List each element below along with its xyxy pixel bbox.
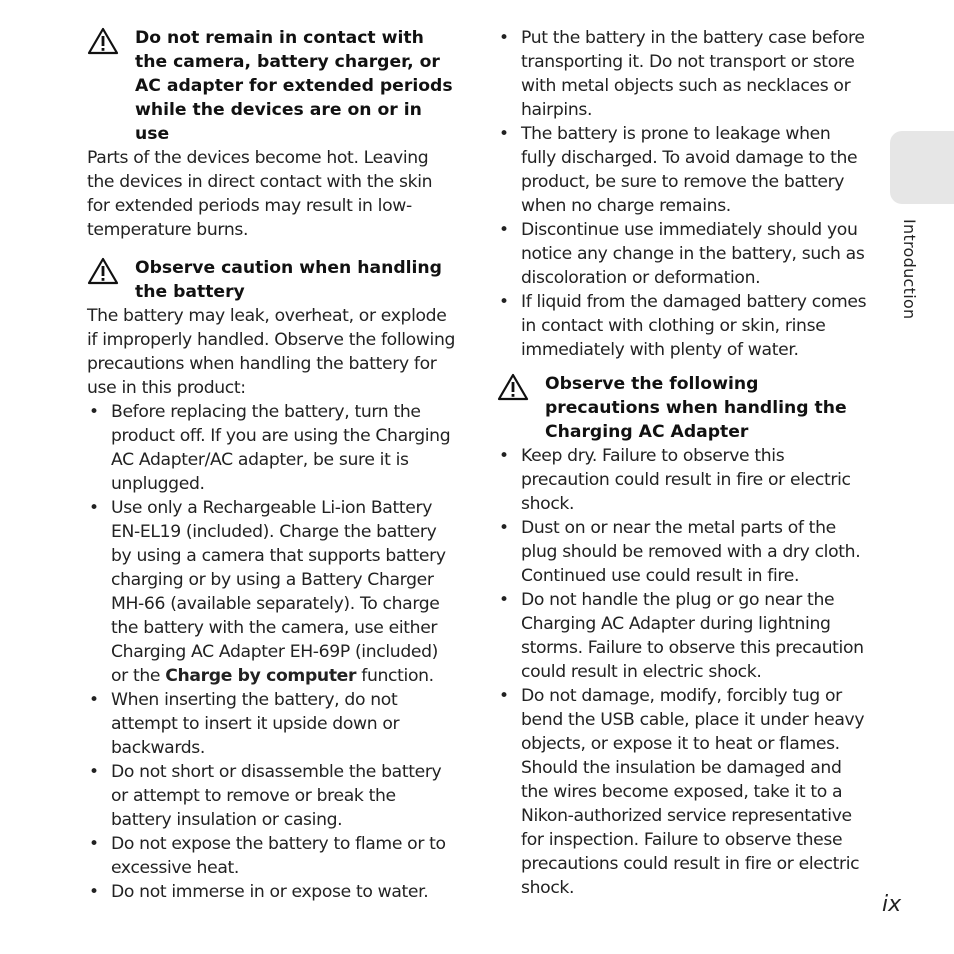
ac-adapter-precaution-list	[497, 444, 867, 900]
list-item: • Keep dry. Failure to observe this precaution could result in fire or electric shock.	[499, 446, 851, 514]
page-number: ix	[882, 892, 902, 917]
list-item: • Do not short or disassemble the battery or attempt to remove or break the battery insulation or casing.	[89, 762, 442, 830]
caution-title: Observe the following precautions when handling the Charging AC Adapter	[545, 374, 847, 442]
caution-body: The battery may leak, overheat, or explode if improperly handled. Observe the following precautions when handling the battery for use in this product:	[87, 306, 456, 398]
bullet-icon: •	[89, 762, 99, 782]
caution-body: Parts of the devices become hot. Leaving the devices in direct contact with the skin for extended periods may result in low-temperature burns.	[87, 148, 433, 240]
charge-by-computer-term: Charge by computer	[165, 666, 357, 686]
caution-title: Do not remain in contact with the camera, battery charger, or AC adapter for extended periods while the devices are on or in use	[135, 28, 453, 144]
bullet-icon: •	[89, 498, 99, 518]
list-item: • Do not immerse in or expose to water.	[89, 882, 429, 902]
caution-battery-handling	[87, 256, 459, 304]
list-item: • Before replacing the battery, turn the product off. If you are using the Charging AC Adapter/AC adapter, be sure it is unplugged.	[89, 402, 451, 494]
bullet-icon: •	[89, 834, 99, 854]
warning-triangle-icon	[87, 27, 119, 55]
bullet-icon: •	[499, 686, 509, 706]
list-item: • Put the battery in the battery case before transporting it. Do not transport or store with metal objects such as necklaces or hairpins.	[499, 28, 865, 120]
list-item: • If liquid from the damaged battery comes in contact with clothing or skin, rinse immediately with plenty of water.	[499, 292, 867, 360]
caution-contact-heat	[87, 26, 459, 146]
list-item: • Do not expose the battery to flame or to excessive heat.	[89, 834, 446, 878]
list-item: • Dust on or near the metal parts of the plug should be removed with a dry cloth. Continued use could result in fire.	[499, 518, 861, 586]
caution-ac-adapter	[497, 372, 867, 444]
list-item: • Discontinue use immediately should you notice any change in the battery, such as discoloration or deformation.	[499, 220, 865, 288]
bullet-icon: •	[89, 690, 99, 710]
battery-precaution-list-continued	[497, 26, 867, 362]
bullet-icon: •	[499, 446, 509, 466]
warning-triangle-icon	[87, 257, 119, 285]
section-label: Introduction	[900, 219, 919, 320]
section-tab	[890, 131, 954, 204]
list-item: • The battery is prone to leakage when fully discharged. To avoid damage to the product, be sure to remove the battery when no charge remains.	[499, 124, 858, 216]
caution-title: Observe caution when handling the battery	[135, 258, 442, 302]
list-item: • Use only a Rechargeable Li-ion Battery EN-EL19 (included). Charge the battery by using a camera that supports battery charging or by using a Battery Charger MH-66 (available separately). To charge the battery with the camera, use either Charging AC Adapter EH-69P (included) or the Charge by computer function.	[89, 498, 446, 686]
right-column	[497, 26, 867, 900]
bullet-icon: •	[499, 518, 509, 538]
bullet-icon: •	[499, 124, 509, 144]
bullet-icon: •	[499, 292, 509, 312]
bullet-icon: •	[499, 590, 509, 610]
left-column	[87, 26, 459, 904]
warning-triangle-icon	[497, 373, 529, 401]
battery-precaution-list	[87, 400, 459, 904]
bullet-icon: •	[499, 28, 509, 48]
bullet-icon: •	[499, 220, 509, 240]
list-item: • Do not damage, modify, forcibly tug or bend the USB cable, place it under heavy objects, or expose it to heat or flames. Should the insulation be damaged and the wires become exposed, take it to a Nikon-authorized service representative for inspection. Failure to observe these precautions could result in fire or electric shock.	[499, 686, 865, 898]
list-item: • Do not handle the plug or go near the Charging AC Adapter during lightning storms. Failure to observe this precaution could result in electric shock.	[499, 590, 864, 682]
bullet-icon: •	[89, 882, 99, 902]
bullet-icon: •	[89, 402, 99, 422]
list-item: • When inserting the battery, do not attempt to insert it upside down or backwards.	[89, 690, 400, 758]
